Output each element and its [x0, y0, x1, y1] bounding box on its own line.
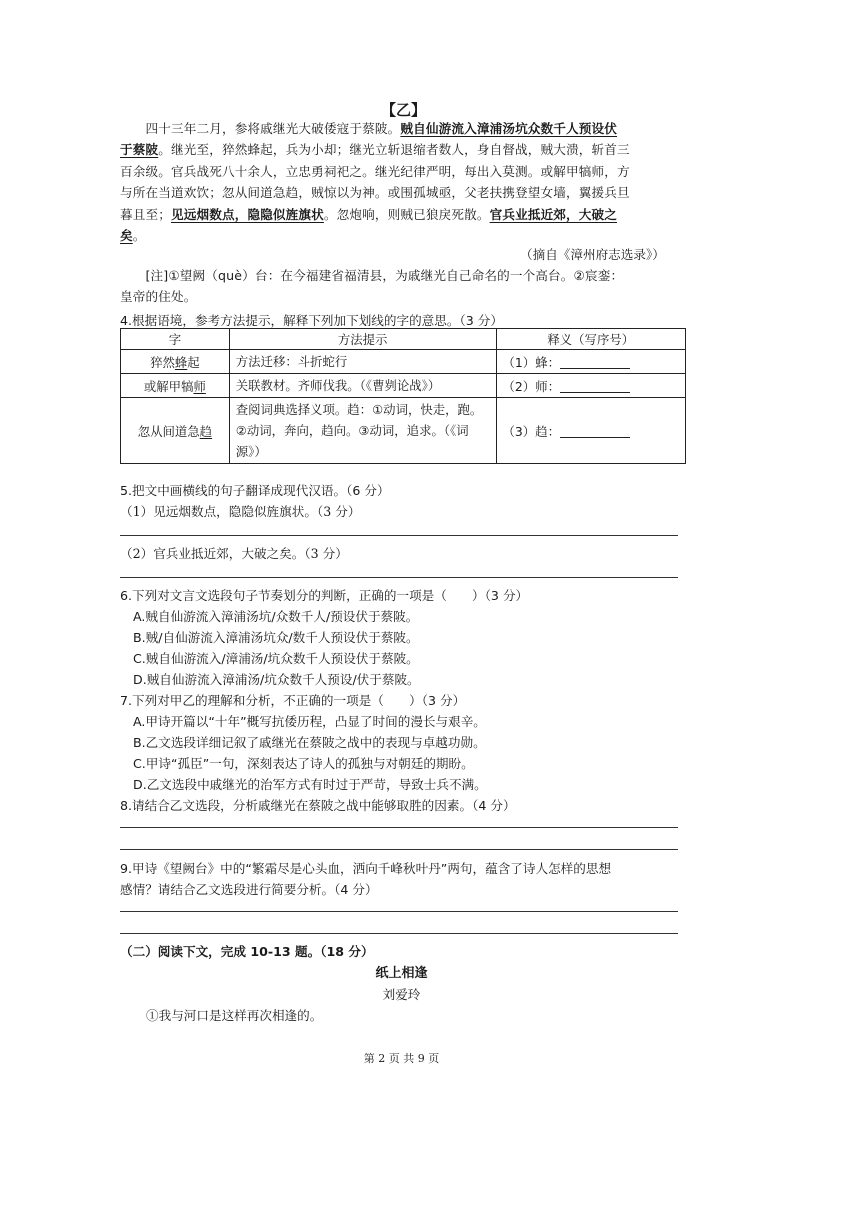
answer-line[interactable] — [120, 849, 678, 850]
table-row — [121, 398, 686, 464]
passage-line — [120, 161, 685, 182]
question-5-stem: 5.把文中画横线的句子翻译成现代汉语。（6 分） — [120, 483, 390, 498]
answer-label: （1）蜂： — [502, 354, 560, 370]
passage-line — [120, 139, 685, 160]
option-d[interactable]: D.乙文选段中戚继光的治军方式有时过于严苛，导致士兵不满。 — [133, 777, 487, 792]
underlined-sentence: 见远烟数点，隐隐似旌旗状 — [170, 206, 324, 222]
word-text: 或解甲犒 — [143, 378, 194, 394]
word-text: 起 — [187, 354, 200, 370]
question-5-item-1: （1）见远烟数点，隐隐似旌旗状。（3 分） — [120, 504, 361, 519]
question-8-stem: 8.请结合乙文选段，分析戚继光在蔡陂之战中能够取胜的因素。（4 分） — [120, 798, 516, 813]
question-9-stem-line-2: 感情？请结合乙文选段进行简要分析。（4 分） — [120, 882, 378, 897]
answer-cell — [496, 374, 685, 398]
option-b[interactable]: B.乙文选段详细记叙了戚继光在蔡陂之战中的表现与卓越功勋。 — [133, 735, 486, 750]
option-c[interactable]: C.贼自仙游流入/漳浦汤/坑众数千人预设伏于蔡陂。 — [133, 651, 419, 666]
answer-cell — [496, 398, 685, 464]
answer-blank[interactable] — [560, 356, 630, 369]
passage-text: 与所在当道欢饮；忽从间道急趋，贼惊以为神。或围孤城亟，父老扶携登望女墙，翼援兵旦 — [120, 185, 630, 201]
classical-passage — [120, 118, 685, 246]
underlined-sentence: 于蔡陂 — [120, 142, 159, 158]
underlined-sentence: 矣 — [120, 228, 133, 244]
hint-cell: 查阅词典选择义项。趋：①动词，快走，跑。②动词，奔向，趋向。③动词，追求。（《词源》） — [229, 398, 496, 464]
passage-text: 四十三年二月，参将戚继光大破倭寇于蔡陂。 — [120, 121, 401, 136]
passage-line — [120, 118, 685, 139]
word-cell — [121, 374, 230, 398]
passage-text: 暮且至； — [120, 206, 171, 222]
question-4-stem: 4.根据语境，参考方法提示，解释下列加下划线的字的意思。（3 分） — [120, 313, 503, 328]
word-cell — [121, 350, 230, 374]
table-header-row — [121, 329, 686, 350]
answer-line[interactable] — [120, 577, 678, 578]
hint-cell: 关联教材。齐师伐我。（《曹刿论战》） — [229, 374, 496, 398]
question-5-item-2: （2）官兵业抵近郊，大破之矣。（3 分） — [120, 546, 348, 561]
word-text: 猝然 — [150, 354, 175, 370]
option-c[interactable]: C.甲诗“孤臣”一句，深刻表达了诗人的孤独与对朝廷的期盼。 — [133, 756, 474, 771]
passage-text: 。 — [132, 228, 146, 244]
underlined-char: 趋 — [199, 423, 213, 439]
underlined-char: 蜂 — [174, 354, 188, 370]
table-row — [121, 374, 686, 398]
answer-line[interactable] — [120, 911, 678, 912]
passage-line — [120, 182, 685, 203]
option-b[interactable]: B.贼/自仙游流入漳浦汤坑众/数千人预设伏于蔡陂。 — [133, 630, 419, 645]
article-title: 纸上相逢 — [375, 966, 428, 981]
passage-source: （摘自《漳州府志选录》） — [520, 247, 665, 262]
underlined-sentence: 贼自仙游流入漳浦汤坑众数千人预设伏 — [400, 121, 618, 136]
option-a[interactable]: A.甲诗开篇以“十年”概写抗倭历程，凸显了时间的漫长与艰辛。 — [133, 714, 486, 729]
note-line-2: 皇帝的住处。 — [120, 289, 197, 305]
underlined-char: 师 — [193, 378, 206, 394]
note-line-1: [注]①望阙（què）台：在今福建省福清县，为戚继光自己命名的一个高台。②宸銮： — [120, 268, 624, 283]
answer-label: （3）趋： — [502, 423, 560, 439]
article-first-paragraph: ①我与河口是这样再次相逢的。 — [146, 1008, 323, 1023]
option-a[interactable]: A.贼自仙游流入漳浦汤坑/众数千人/预设伏于蔡陂。 — [133, 609, 419, 624]
table-row — [121, 350, 686, 374]
answer-label: （2）师： — [502, 378, 560, 394]
answer-blank[interactable] — [560, 425, 630, 438]
answer-line[interactable] — [120, 827, 678, 828]
word-gloss-table — [120, 328, 686, 464]
passage-line — [120, 204, 685, 225]
question-6-stem: 6.下列对文言文选段句子节奏划分的判断，正确的一项是（ ）（3 分） — [120, 588, 529, 603]
word-text: 忽从间道急 — [137, 423, 200, 439]
passage-notes — [120, 265, 685, 308]
answer-line[interactable] — [120, 535, 678, 536]
question-7-stem: 7.下列对甲乙的理解和分析，不正确的一项是（ ）（3 分） — [120, 693, 466, 708]
underlined-sentence: 官兵业抵近郊，大破之 — [489, 206, 618, 222]
table-header-cell: 方法提示 — [229, 329, 496, 350]
answer-blank[interactable] — [560, 380, 630, 393]
option-d[interactable]: D.贼自仙游流入漳浦汤/坑众数千人预设/伏于蔡陂。 — [133, 672, 420, 687]
word-cell — [121, 398, 230, 464]
page-footer: 第 2 页 共 9 页 — [363, 1052, 440, 1065]
table-header-cell: 释义（写序号） — [496, 329, 685, 350]
section-title: 【乙】 — [381, 101, 427, 119]
question-9-stem-line-1: 9.甲诗《望阙台》中的“繁霜尽是心头血，洒向千峰秋叶丹”两句，蕴含了诗人怎样的思想 — [120, 861, 612, 876]
answer-line[interactable] — [120, 933, 678, 934]
article-author: 刘爱玲 — [382, 987, 421, 1002]
passage-text: 。继光至，猝然蜂起，兵为小却；继光立斩退缩者数人，身自督战，贼大溃，斩首三 — [158, 142, 630, 158]
passage-text: 。忽炮响，则贼已狼戾死散。 — [323, 206, 490, 222]
answer-cell — [496, 350, 685, 374]
part-2-heading: （二）阅读下文，完成 10-13 题。（18 分） — [120, 944, 374, 959]
hint-cell: 方法迁移：斗折蛇行 — [229, 350, 496, 374]
passage-text: 百余级。官兵战死八十余人，立忠勇祠祀之。继光纪律严明，每出入莫测。或解甲犒师，方 — [120, 163, 630, 179]
table-header-cell: 字 — [121, 329, 230, 350]
